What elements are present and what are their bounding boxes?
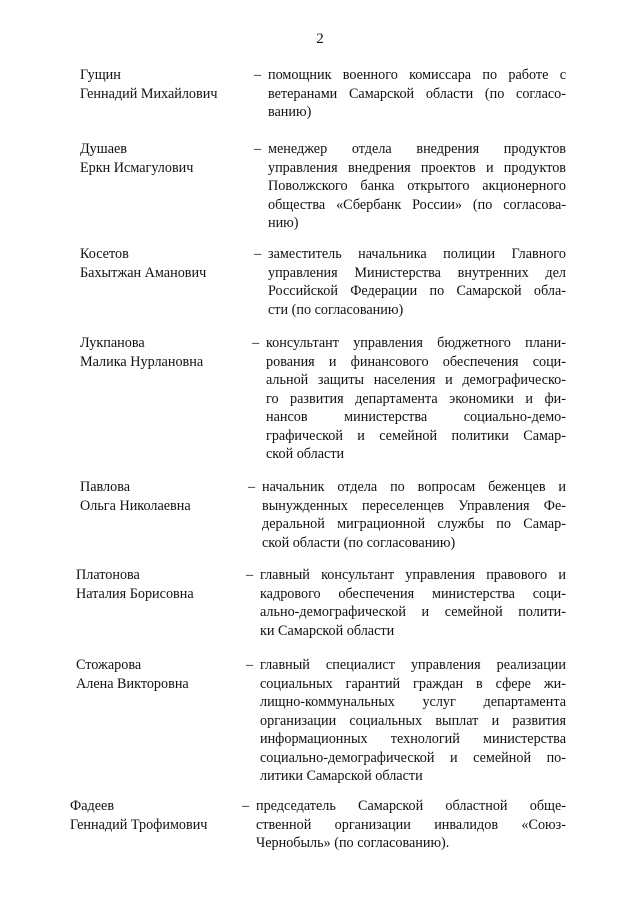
member-position bbox=[268, 245, 566, 319]
position-line: управления Министерства внутренних дел bbox=[268, 264, 566, 281]
position-line: лищно-коммунальных услуг департамента bbox=[260, 694, 566, 710]
position-line: ально-демографической и семейной полити- bbox=[260, 604, 566, 620]
member-surname: Фадеев bbox=[70, 798, 115, 814]
member-surname: Лукпанова bbox=[80, 335, 145, 351]
position-line: ветеранами Самарской области (по согласо- bbox=[268, 85, 566, 102]
position-line: заместитель начальника полиции Главного bbox=[268, 246, 566, 262]
member-given-name: Еркн Исмагулович bbox=[80, 159, 194, 176]
member-position bbox=[260, 656, 566, 786]
position-line: социально-демографической и семейной по- bbox=[260, 749, 566, 766]
position-line: председатель Самарской областной обще- bbox=[256, 798, 566, 814]
member-name bbox=[80, 245, 255, 282]
position-line: альной защиты населения и демографическо- bbox=[266, 372, 566, 388]
position-line: менеджер отдела внедрения продуктов bbox=[268, 141, 566, 157]
position-line: ской области bbox=[266, 446, 345, 462]
member-surname: Душаев bbox=[80, 141, 127, 157]
position-line: Чернобыль» (по согласованию). bbox=[256, 835, 450, 851]
member-name bbox=[80, 334, 255, 371]
member-surname: Платонова bbox=[76, 567, 140, 583]
member-name bbox=[76, 656, 251, 693]
position-line: социальных гарантий граждан в сфере жи- bbox=[260, 675, 566, 692]
member-position bbox=[266, 334, 566, 464]
position-line: Российской Федерации по Самарской обла- bbox=[268, 283, 566, 299]
position-line: нансов министерства социально-демо- bbox=[266, 409, 566, 425]
position-line: кадрового обеспечения министерства соци- bbox=[260, 585, 566, 602]
position-line: графической и семейной политики Самар- bbox=[266, 427, 566, 444]
member-name bbox=[70, 797, 245, 834]
separator-dash: – bbox=[254, 67, 262, 83]
separator-dash: – bbox=[254, 141, 262, 157]
position-line: деральной миграционной службы по Самар- bbox=[262, 516, 566, 532]
member-name bbox=[80, 478, 255, 515]
position-line: го развития департамента экономики и фи- bbox=[266, 390, 566, 407]
member-given-name: Геннадий Трофимович bbox=[70, 816, 208, 833]
member-given-name: Наталия Борисовна bbox=[76, 585, 194, 602]
member-name bbox=[80, 140, 255, 177]
position-line: управления внедрения проектов и продуктов bbox=[268, 159, 566, 176]
position-line: ской области (по согласованию) bbox=[262, 534, 456, 551]
position-line: нию) bbox=[268, 215, 299, 231]
separator-dash: – bbox=[248, 479, 256, 495]
position-line: помощник военного комиссара по работе с bbox=[268, 67, 566, 83]
position-line: рования и финансового обеспечения соци- bbox=[266, 353, 566, 370]
member-position bbox=[268, 140, 566, 233]
member-name bbox=[80, 66, 255, 103]
separator-dash: – bbox=[252, 335, 260, 351]
separator-dash: – bbox=[246, 567, 254, 583]
position-line: вынужденных переселенцев Управления Фе- bbox=[262, 497, 566, 514]
member-position bbox=[260, 566, 566, 640]
member-position bbox=[268, 66, 566, 122]
member-given-name: Малика Нурлановна bbox=[80, 353, 204, 370]
separator-dash: – bbox=[242, 798, 250, 814]
position-line: информационных технологий министерства bbox=[260, 731, 566, 747]
position-line: ванию) bbox=[268, 104, 312, 120]
position-line: главный консультант управления правового и bbox=[260, 567, 566, 583]
member-given-name: Алена Викторовна bbox=[76, 675, 189, 692]
member-surname: Павлова bbox=[80, 479, 131, 495]
position-line: ственной организации инвалидов «Союз- bbox=[256, 816, 566, 833]
position-line: главный специалист управления реализации bbox=[260, 657, 566, 673]
member-surname: Гущин bbox=[80, 67, 121, 83]
position-line: организации социальных выплат и развития bbox=[260, 712, 566, 729]
position-line: Поволжского банка открытого акционерного bbox=[268, 178, 566, 194]
member-surname: Косетов bbox=[80, 246, 129, 262]
page-number: 2 bbox=[316, 31, 324, 47]
member-surname: Стожарова bbox=[76, 657, 142, 673]
member-name bbox=[76, 566, 251, 603]
position-line: ки Самарской области bbox=[260, 622, 395, 639]
position-line: сти (по согласованию) bbox=[268, 301, 404, 318]
separator-dash: – bbox=[254, 246, 262, 262]
position-line: общества «Сбербанк России» (по согласова- bbox=[268, 196, 566, 213]
position-line: консультант управления бюджетного плани- bbox=[266, 335, 566, 351]
position-line: начальник отдела по вопросам беженцев и bbox=[262, 479, 566, 495]
member-given-name: Бахытжан Аманович bbox=[80, 264, 207, 281]
member-position bbox=[256, 797, 566, 853]
member-given-name: Ольга Николаевна bbox=[80, 497, 191, 514]
separator-dash: – bbox=[246, 657, 254, 673]
member-given-name: Геннадий Михайлович bbox=[80, 85, 218, 102]
member-position bbox=[262, 478, 566, 552]
position-line: литики Самарской области bbox=[260, 768, 423, 784]
